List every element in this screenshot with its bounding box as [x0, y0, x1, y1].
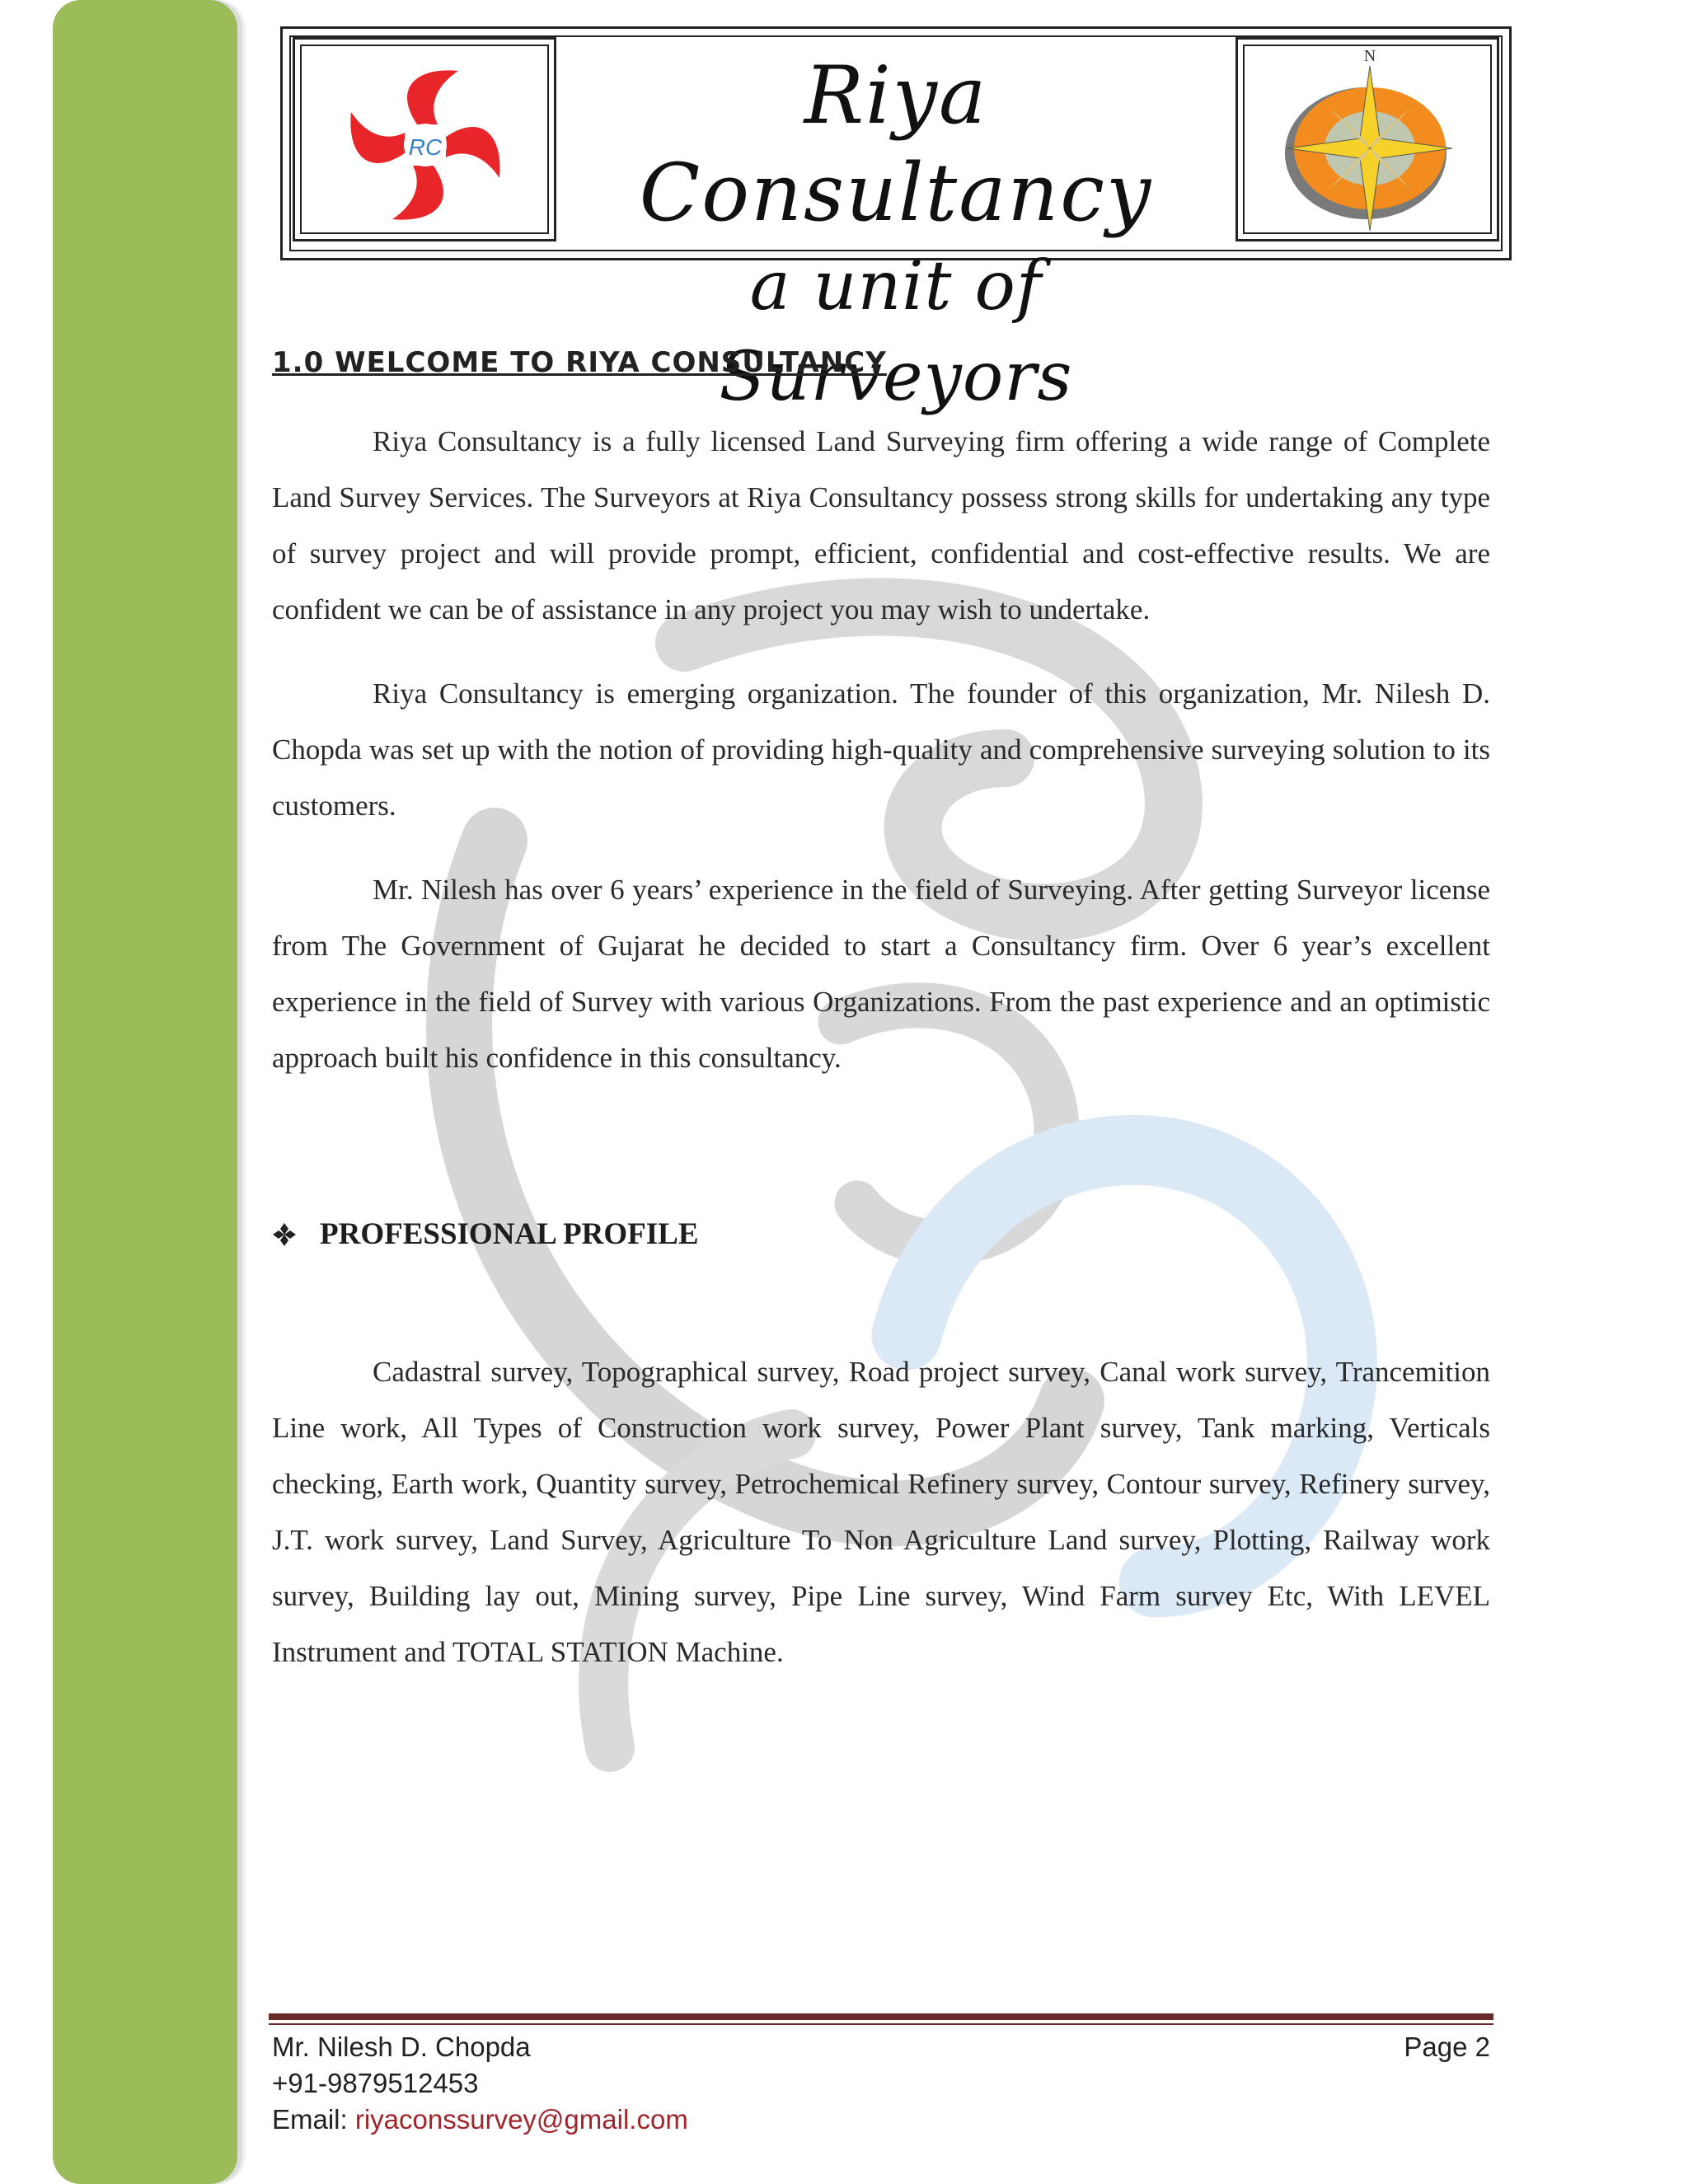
experience-paragraph: Mr. Nilesh has over 6 years’ experience in the field of Surveying. After getting Surveyor license from The Government of Gujarat he decided to start a Consultancy firm. Over 6 year’s excellent experience in the field of Survey with various Organizations. From the past experience and an optimistic approach built his confidence in this consultancy.	[272, 874, 1490, 1074]
page-footer	[272, 2029, 1490, 2138]
intro-paragraph: Riya Consultancy is a fully licensed Land Surveying firm offering a wide range of Complete Land Survey Services. The Surveyors at Riya Consultancy possess strong skills for undertaking any type of survey project and will provide prompt, efficient, confidential and cost-effective results. We are confident we can be of assistance in any project you may wish to undertake.	[272, 425, 1490, 626]
footer-phone: +91-9879512453	[272, 2068, 479, 2098]
diamond-bullet-icon	[272, 1222, 297, 1247]
footer-email-link[interactable]: riyaconssurvey@gmail.com	[354, 2104, 688, 2135]
section-heading-welcome: 1.0 WELCOME TO RIYA CONSULTANCY	[272, 346, 887, 379]
company-tagline: a unit of Surveyors	[719, 247, 1073, 416]
section-heading-professional-profile	[272, 1216, 1490, 1252]
rc-logo-icon	[295, 40, 559, 244]
compass-logo-box	[1236, 37, 1499, 241]
company-name: Riya Consultancy	[639, 49, 1153, 239]
footer-name: Mr. Nilesh D. Chopda	[272, 2032, 531, 2062]
profile-heading-text: PROFESSIONAL PROFILE	[320, 1217, 699, 1251]
footer-rule-thick	[269, 2013, 1493, 2020]
compass-rose-icon	[1238, 40, 1502, 244]
logo-initials: RC	[408, 134, 443, 160]
footer-email-row	[272, 2102, 1490, 2138]
page-number: Page 2	[1404, 2032, 1490, 2062]
founder-paragraph: Riya Consultancy is emerging organization. The founder of this organization, Mr. Nilesh D. Chopda was set up with the notion of providing high-quality and comprehensive surveying solution to its customers.	[272, 677, 1490, 822]
page-content	[272, 346, 1490, 1680]
profile-paragraph: Cadastral survey, Topographical survey, Road project survey, Canal work survey, Trancemition Line work, All Types of Construction work survey, Power Plant survey, Tank marking, Verticals checking, Earth work, Quantity survey, Petrochemical Refinery survey, Contour survey, Refinery survey, J.T. work survey, Land Survey, Agriculture To Non Agriculture Land survey, Plotting, Railway work survey, Building lay out, Mining survey, Pipe Line survey, Wind Farm survey Etc, With LEVEL Instrument and TOTAL STATION Machine.	[272, 1356, 1490, 1668]
company-logo-box	[293, 37, 556, 241]
footer-email-label: Email:	[272, 2104, 355, 2135]
left-decorative-band	[53, 0, 237, 2184]
compass-north-label: N	[1363, 47, 1376, 65]
footer-rule-thin	[269, 2023, 1493, 2025]
